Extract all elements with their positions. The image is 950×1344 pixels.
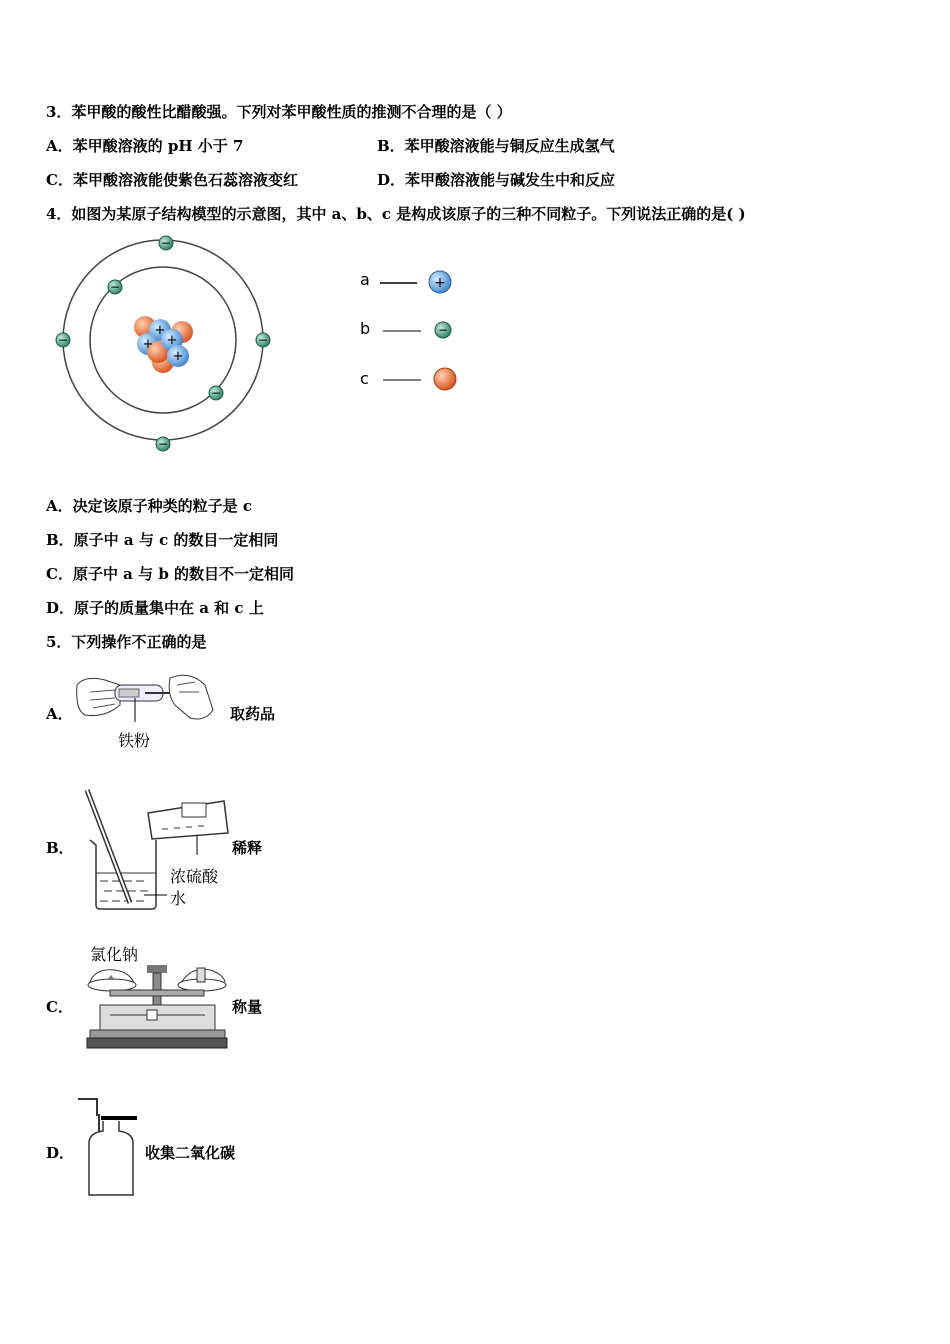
q4-option-a: A．决定该原子种类的粒子是 c [46,497,252,515]
svg-text:−: − [57,333,69,347]
q4-option-d: D．原子的质量集中在 a 和 c 上 [46,599,264,617]
sodium-chloride-label: 氯化钠 [90,945,139,964]
q5-stem: 5．下列操作不正确的是 [46,633,207,651]
iron-powder-label: 铁粉 [118,731,151,750]
legend-figure [375,265,465,395]
water-label: 水 [170,889,187,908]
q5-option-d-caption: 收集二氧化碳 [145,1144,236,1162]
svg-text:−: − [109,280,121,294]
svg-text:−: − [437,323,449,337]
q4-option-c: C．原子中 a 与 b 的数目不一定相同 [46,565,295,583]
q5-option-b-letter: B． [46,839,74,857]
nucleus [134,316,193,373]
q4-stem: 4．如图为某原子结构模型的示意图，其中 a、b、c 是构成该原子的三种不同粒子。下列说法正确的是( ) [46,205,746,223]
balance-figure [85,960,230,1055]
q3-option-b: B．苯甲酸溶液能与铜反应生成氢气 [377,137,615,155]
conc-sulfuric-acid-label: 浓硫酸 [170,867,219,886]
q3-option-d: D．苯甲酸溶液能与碱发生中和反应 [377,171,616,189]
legend-neutron [434,368,456,390]
q5-option-d-letter: D． [46,1144,75,1162]
dilution-figure [82,785,232,915]
legend-label-b: b [360,319,371,338]
atom-model-figure [50,232,280,457]
q3-option-c: C．苯甲酸溶液能使紫色石蕊溶液变红 [46,171,298,189]
q5-option-b-caption: 稀释 [232,839,263,857]
q5-option-c-caption: 称量 [232,998,263,1016]
svg-text:+: + [166,333,178,348]
q5-option-c-letter: C． [46,998,73,1016]
svg-text:+: + [154,323,166,338]
test-tube-hands-figure [75,670,215,730]
svg-text:+: + [434,275,446,291]
legend-label-c: c [360,369,369,388]
svg-text:−: − [257,333,269,347]
svg-text:+: + [172,349,184,364]
svg-text:−: − [157,437,169,451]
q3-option-a: A．苯甲酸溶液的 pH 小于 7 [46,137,244,155]
q4-option-b: B．原子中 a 与 c 的数目一定相同 [46,531,279,549]
q3-stem: 3．苯甲酸的酸性比醋酸强。下列对苯甲酸性质的推测不合理的是（ ） [46,103,512,121]
q5-option-a-caption: 取药品 [230,705,276,723]
q5-option-a-letter: A． [46,705,73,723]
svg-text:+: + [142,337,154,352]
legend-label-a: a [360,270,370,289]
gas-bottle-figure [75,1095,140,1200]
svg-text:−: − [210,386,222,400]
svg-text:−: − [160,236,172,250]
